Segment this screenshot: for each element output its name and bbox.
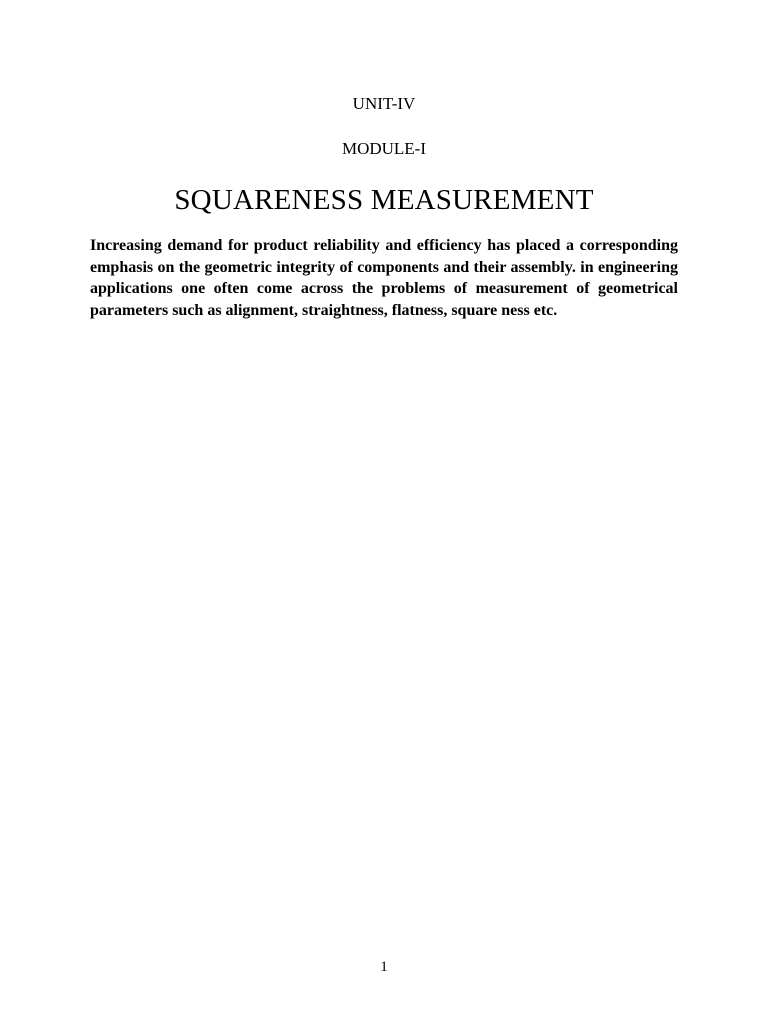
unit-heading: UNIT-IV: [352, 94, 416, 113]
intro-paragraph: Increasing demand for product reliability and efficiency has placed a corresponding emphasis on the geometric integrity of components and their assembly. in engineering applications one often come across the problems of measurement of geometrical parameters such as alignment, straightness, flatness, square ness etc.: [90, 237, 678, 319]
module-heading: MODULE-I: [341, 139, 427, 158]
page-title: SQUARENESS MEASUREMENT: [174, 184, 594, 216]
page-number: 1: [380, 959, 388, 975]
